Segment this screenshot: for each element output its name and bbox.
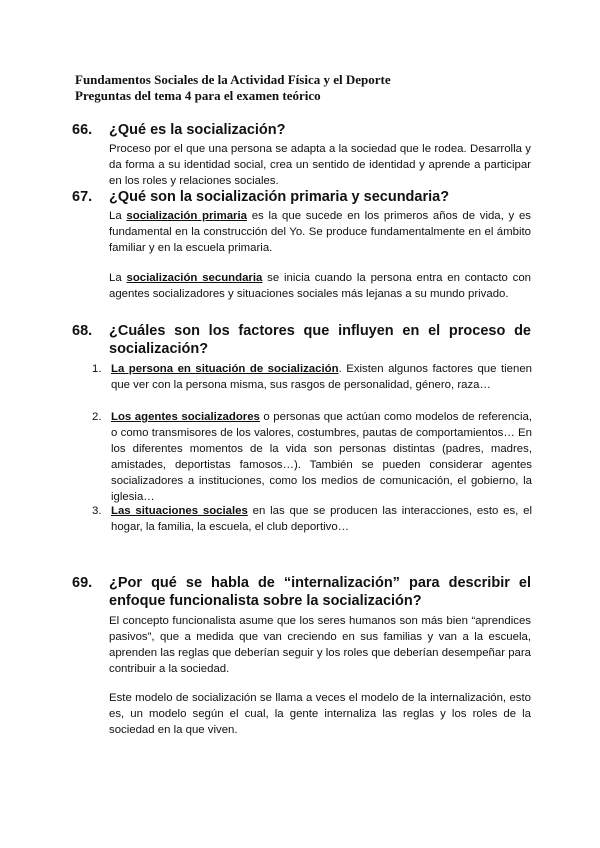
text: . Existen algunos factores que tienen que ver con la persona misma, sus rasgos de personalidad, género, raza… <box>111 363 532 391</box>
term: Las situaciones sociales <box>111 505 248 517</box>
answer-67-secondary <box>109 270 531 302</box>
list-number: 3. <box>92 505 102 517</box>
text: es la que sucede en los primeros años de vida, y es fundamental en la construcción del Yo. Se produce fundamentalmente en el ámbito familiar y en la escuela primaria. <box>109 210 531 254</box>
list-text <box>111 503 532 535</box>
term-primary-socialization: socialización primaria <box>126 210 247 222</box>
exam-subtitle: Preguntas del tema 4 para el examen teórico <box>75 88 321 103</box>
question-title: ¿Qué es la socialización? <box>109 122 286 138</box>
list-number: 1. <box>92 363 102 375</box>
term: La persona en situación de socialización <box>111 363 339 375</box>
answer-69-p2: Este modelo de socialización se llama a veces el modelo de la internalización, esto es, un modelo según el cual, la gente internaliza las reglas y los roles de la sociedad en la que viven. <box>109 692 531 736</box>
text: La <box>109 210 127 222</box>
term-secondary-socialization: socialización secundaria <box>126 272 263 284</box>
course-title: Fundamentos Sociales de la Actividad Física y el Deporte <box>75 72 391 87</box>
answer-67-primary <box>109 208 531 256</box>
term: Los agentes socializadores <box>111 411 260 423</box>
document-header <box>75 72 391 104</box>
question-title: ¿Qué son la socialización primaria y secundaria? <box>109 189 450 205</box>
answer-69-p1: El concepto funcionalista asume que los seres humanos son más bien “aprendices pasivos”, que a medida que van creciendo en sus familias y van a la escuela, aprenden las reglas que deberían seguir y los roles que deberían desempeñar para contribuir a la sociedad. <box>109 615 531 675</box>
text: se inicia cuando la persona entra en contacto con agentes socializadores y situaciones sociales más lejanas a su mundo privado. <box>109 272 531 300</box>
question-title: ¿Cuáles son los factores que influyen en el proceso de socialización? <box>109 323 531 357</box>
list-text <box>111 409 532 505</box>
text: en las que se producen las interacciones, esto es, el hogar, la familia, la escuela, el club deportivo… <box>111 505 533 533</box>
text: o personas que actúan como modelos de referencia, o como transmisores de los valores, costumbres, pautas de comportamientos… En los diferentes momentos de la vida son personas distintas (padres, madres, amistades, deportistas famosos…). También se pueden considerar agentes socializadores a instituciones, como los medios de comunicación, el gobierno, la iglesia… <box>111 411 532 503</box>
question-title: ¿Por qué se habla de “internalización” para describir el enfoque funcionalista sobre la socialización? <box>109 575 531 609</box>
question-number: 69. <box>72 575 93 591</box>
answer-66: Proceso por el que una persona se adapta a la sociedad que le rodea. Desarrolla y da forma a su identidad social, crea un sentido de identidad y aprende a participar en los roles y relaciones sociales. <box>109 143 531 187</box>
question-number: 67. <box>72 189 93 205</box>
text: La <box>109 272 127 284</box>
list-number: 2. <box>92 411 102 423</box>
list-text <box>111 361 532 393</box>
question-number: 66. <box>72 122 93 138</box>
question-number: 68. <box>72 323 93 339</box>
